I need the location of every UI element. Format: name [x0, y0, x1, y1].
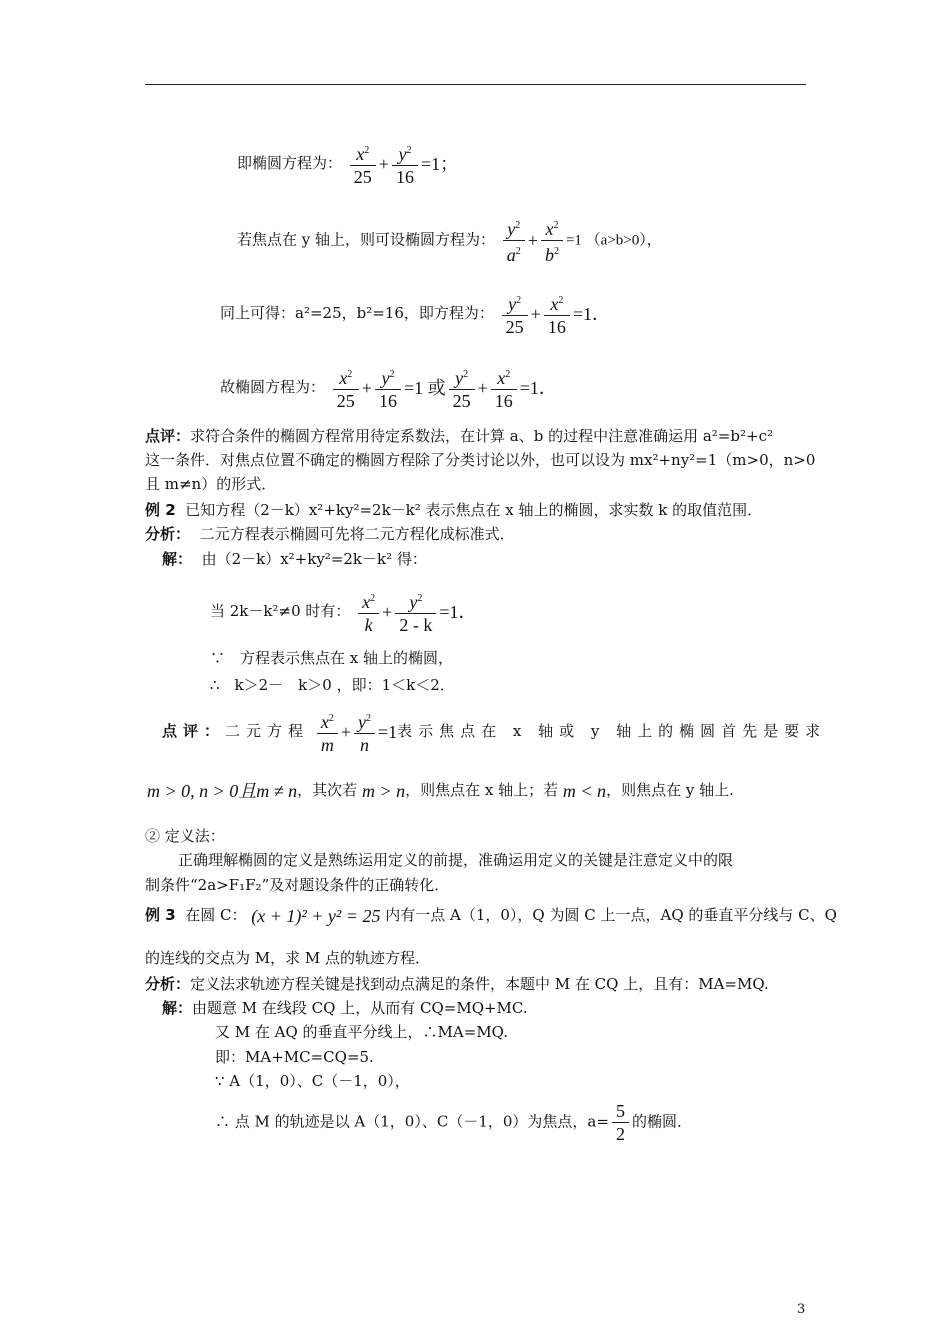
- analysis-2: [145, 524, 515, 544]
- solution-step-1: 当 2k－k²≠0 时有： $\frac{x^2}{k}$ + $\frac{y^2}{2 - k}$ =1．: [210, 588, 476, 636]
- fraction: $\frac{x^2}{k}$: [358, 588, 379, 636]
- header-rule: [145, 84, 806, 85]
- comment-line-1: [145, 426, 773, 446]
- solution-3-step-2: 即：MA+MC=CQ=5.: [215, 1048, 374, 1066]
- analysis-label: 分析：: [145, 975, 191, 993]
- section-title: ② 定义法：: [145, 827, 225, 845]
- condition-math: m < n: [562, 781, 607, 801]
- equation-line-4: 故椭圆方程为： $\frac{x^2}{25}$ + $\frac{y^2}{16}$ =1 或 $\frac{y^2}{25}$ + $\frac{x^2}{16}$ =1．: [220, 364, 557, 412]
- analysis-3: [145, 974, 769, 994]
- fraction: $\frac{x^2}{m}$: [317, 708, 338, 756]
- condition-math: m > n: [361, 781, 406, 801]
- fraction: $\frac{y^2}{n}$: [354, 708, 375, 756]
- fraction: $\frac{y^2}{25}$: [449, 364, 475, 412]
- review-line-2: m > 0, n > 0且m ≠ n，其次若 m > n，则焦点在 x 轴上；若 m < n，则焦点在 y 轴上.: [147, 781, 734, 801]
- fraction: $\frac{x^2}{16}$: [544, 290, 570, 338]
- analysis-label: 分析：: [145, 525, 191, 543]
- fraction: $\frac{y^2}{25}$: [502, 290, 528, 338]
- comment-text: 求符合条件的椭圆方程常用待定系数法，在计算 a、b 的过程中注意准确运用 a²=b²+c²: [190, 427, 773, 445]
- fraction: $\frac{x^2}{25}$: [333, 364, 359, 412]
- analysis-text: 定义法求轨迹方程关键是找到动点满足的条件，本题中 M 在 CQ 上，且有：MA=MQ.: [190, 975, 769, 993]
- solution-step-3: ∴ k＞2－ k＞0 ，即：1＜k＜2．: [210, 676, 455, 694]
- solution-3: [162, 998, 528, 1018]
- fraction: $\frac{y^2}{16}$: [392, 140, 418, 188]
- example-2: [145, 500, 762, 520]
- example-3-cont: 的连线的交点为 M，求 M 点的轨迹方程．: [145, 949, 431, 967]
- example-label: 例 3: [145, 906, 176, 924]
- equation-line-2: 若焦点在 y 轴上，则可设椭圆方程为： $\frac{y^2}{a^2}$ + $\frac{x^2}{b^2}$ =1 （a>b>0），: [237, 215, 662, 266]
- fraction: $\frac{y^2}{a^2}$: [503, 215, 525, 266]
- line-text: 即椭圆方程为：: [237, 154, 343, 172]
- comment-line-2: 这一条件．对焦点位置不确定的椭圆方程除了分类讨论以外，也可以设为 mx²+ny²=1（m>0，n>0: [145, 451, 816, 469]
- review-line-1: 点评：二元方程 $\frac{x^2}{m}$ + $\frac{y^2}{n}$ =1表示焦点在 x 轴或 y 轴上的椭圆首先是要求: [162, 708, 826, 756]
- review-label: 点评：: [162, 722, 226, 740]
- circle-equation: (x + 1)² + y² = 25: [251, 906, 381, 926]
- example-text: 已知方程（2－k）x²+ky²=2k－k² 表示焦点在 x 轴上的椭圆，求实数 k 的取值范围．: [185, 501, 763, 519]
- equation-line-1: 即椭圆方程为： $\frac{x^2}{25}$ + $\frac{y^2}{16}$ =1；: [237, 140, 458, 188]
- fraction: $\frac{x^2}{b^2}$: [541, 215, 563, 266]
- condition-math: m > 0, n > 0且m ≠ n: [147, 781, 298, 801]
- solution-step-2: ∵ 方程表示焦点在 x 轴上的椭圆，: [210, 649, 453, 667]
- analysis-text: 二元方程表示椭圆可先将二元方程化成标准式．: [199, 525, 515, 543]
- definition-para-2: 制条件“2a>F₁F₂”及对题设条件的正确转化．: [145, 876, 450, 894]
- fraction: $\frac{y^2}{2 - k}$: [395, 588, 436, 636]
- solution-3-step-3: ∵ A（1，0）、C（－1，0），: [215, 1072, 410, 1090]
- line-text: 故椭圆方程为：: [220, 378, 326, 396]
- fraction: $\frac{x^2}{25}$: [350, 140, 376, 188]
- solution-label: 解：: [162, 550, 193, 568]
- page-number: 3: [797, 1302, 806, 1317]
- line-text: 同上可得：a²=25，b²=16，即方程为：: [220, 304, 494, 322]
- line-text: 若焦点在 y 轴上，则可设椭圆方程为：: [237, 230, 496, 249]
- example-label: 例 2: [145, 501, 176, 519]
- solution-3-step-4: ∴ 点 M 的轨迹是以 A（1，0）、C（－1，0）为焦点，a= $\frac{5}{2}$ 的椭圆．: [215, 1101, 692, 1144]
- solution-text: 由（2－k）x²+ky²=2k－k² 得：: [201, 550, 427, 568]
- solution-text: 由题意 M 在线段 CQ 上，从而有 CQ=MQ+MC.: [192, 999, 528, 1017]
- comment-label: 点评：: [145, 427, 191, 445]
- equation-line-3: 同上可得：a²=25，b²=16，即方程为： $\frac{y^2}{25}$ + $\frac{x^2}{16}$ =1．: [220, 290, 610, 338]
- solution-label: 解：: [162, 999, 193, 1017]
- solution-2: [162, 549, 427, 569]
- example-3: 例 3 在圆 C： (x + 1)² + y² = 25 内有一点 A（1，0），Q 为圆 C 上一点，AQ 的垂直平分线与 C、Q: [145, 906, 837, 926]
- solution-3-step-1: 又 M 在 AQ 的垂直平分线上，∴MA=MQ.: [215, 1023, 508, 1041]
- definition-para-1: 正确理解椭圆的定义是熟练运用定义的前提，准确运用定义的关键是注意定义中的限: [178, 851, 734, 869]
- comment-line-3: 且 m≠n）的形式．: [145, 475, 277, 493]
- fraction: $\frac{5}{2}$: [612, 1100, 629, 1145]
- fraction: $\frac{x^2}{16}$: [491, 364, 517, 412]
- fraction: $\frac{y^2}{16}$: [375, 364, 401, 412]
